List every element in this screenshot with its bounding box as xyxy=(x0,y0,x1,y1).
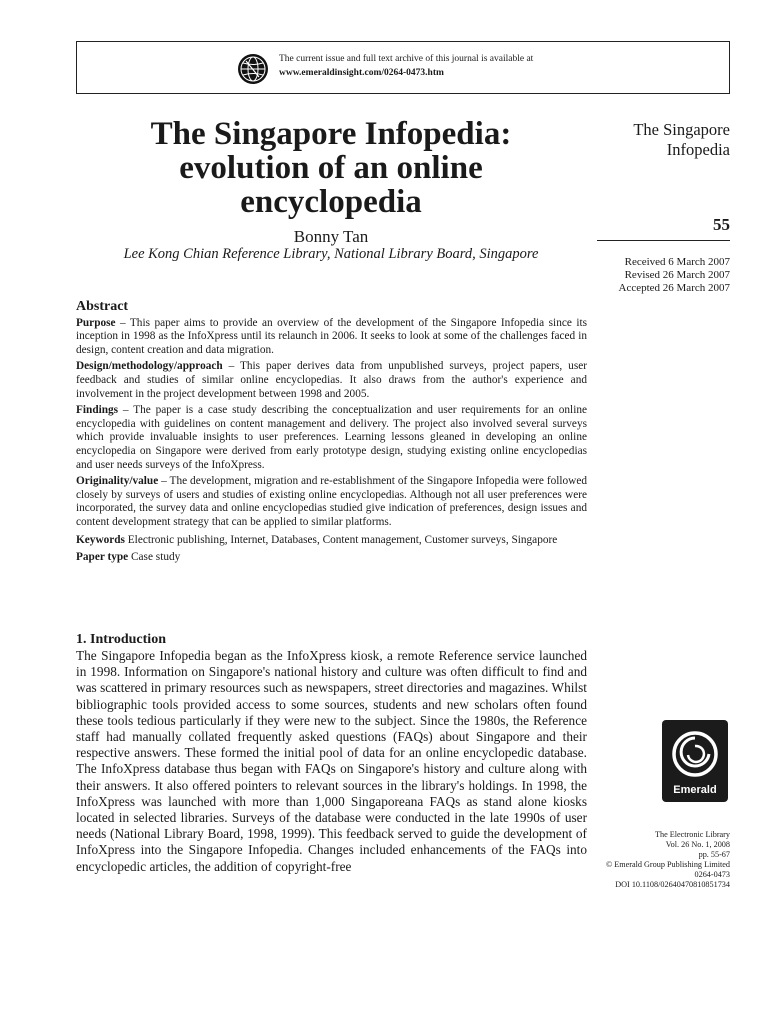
article-title xyxy=(76,117,586,219)
emerald-swirl-icon xyxy=(671,728,719,780)
journal-availability-banner xyxy=(76,41,730,94)
author-name: Bonny Tan xyxy=(293,227,369,246)
abstract-paper-type xyxy=(76,551,587,565)
abstract-section xyxy=(76,300,587,568)
abstract-originality xyxy=(76,475,587,529)
introduction-body: The Singapore Infopedia began as the InfoXpress kiosk, a remote Reference service launched in 1998. Information on Singapore's national history and culture was often difficult to find and was scattered in primary resources such as newspapers, street directories and magazines. Whilst bibliographic tools provided access to some sources, students and new scholars often found these tools tedious particularly if they were new to the subject. Since the 1980s, the Reference staff had manually collated frequently asked questions (FAQs) about Singapore and their respective answers. These formed the initial pool of data for an online encyclopedic database. The InfoXpress database thus began with FAQs on Singapore's history and culture along with their answers. It also offered pointers to relevant sources in the library's holdings. In 1998, the InfoXpress was launched with more than 1,000 Singaporeana FAQs as stand alone kiosks located in selected libraries. Surveys of the database were conducted in the late 1990s of user needs (National Library Board, 1998, 1999). This feedback served to guide the development of InfoXpress into the Singapore Infopedia. Changes included enhancements of the FAQs into encyclopedic articles, the addition of copyright-free xyxy=(76,648,587,874)
originality-text: – The development, migration and re-establishment of the Singapore Infopedia were followed closely by surveys of users and studies of existing online encyclopedias. Although not all user preferences were incorporated, the survey data and online encyclopedias studied give indication of preferences, design issues and content development strategy that can be applied to similar platforms. xyxy=(76,475,587,528)
abstract-design xyxy=(76,360,587,401)
introduction-heading: 1. Introduction xyxy=(76,632,166,647)
paper-type-label: Paper type xyxy=(76,551,129,564)
running-head xyxy=(633,120,730,160)
findings-label: Findings xyxy=(76,404,119,417)
design-text: – This paper derives data from unpublished surveys, project papers, user feedback and studies of similar online encyclopedias. It also draws from the author's experience and involvement in the project development between 1998 and 2005. xyxy=(76,360,587,400)
emerald-logo xyxy=(662,720,728,802)
keywords-text: Electronic publishing, Internet, Databases, Content management, Customer surveys, Singapore xyxy=(124,533,558,546)
journal-volume: Vol. 26 No. 1, 2008 xyxy=(665,840,730,849)
paper-type-text: Case study xyxy=(128,551,181,564)
running-head-line-2: Infopedia xyxy=(666,140,730,159)
purpose-text: – This paper aims to provide an overview of the development of the Singapore Infopedia since its inception in 1998 as the InfoXpress until its relaunch in 2006. It seeks to look at some of the challenges faced in design, content creation and data migration. xyxy=(76,316,587,356)
originality-label: Originality/value xyxy=(76,475,159,488)
submission-dates xyxy=(619,256,731,295)
logo-wordmark: Emerald xyxy=(673,784,717,796)
journal-pages: pp. 55-67 xyxy=(698,850,730,859)
purpose-label: Purpose xyxy=(76,316,116,329)
abstract-heading: Abstract xyxy=(76,299,129,314)
findings-text: – The paper is a case study describing the conceptualization and user requirements for an online encyclopedia with guidelines on content management and delivery. The project also involved several surveys which provide invaluable insights to user preferences. Learning lessons gleaned in developing an online encyclopedia on Singapore were derived from early prototype design, studying existing online encyclopedias and user needs surveys of the InfoXpress. xyxy=(76,404,587,471)
abstract-findings xyxy=(76,404,587,472)
globe-icon xyxy=(237,53,269,85)
received-date: Received 6 March 2007 xyxy=(624,256,730,268)
title-line-2: evolution of an online xyxy=(179,150,483,186)
revised-date: Revised 26 March 2007 xyxy=(624,269,730,281)
journal-info xyxy=(606,830,730,890)
title-line-1: The Singapore Infopedia: xyxy=(150,116,512,152)
banner-text: The current issue and full text archive of this journal is available at xyxy=(279,54,534,64)
margin-rule xyxy=(597,240,730,241)
abstract-purpose xyxy=(76,317,587,358)
journal-copyright: © Emerald Group Publishing Limited xyxy=(605,860,730,869)
abstract-keywords xyxy=(76,534,587,548)
journal-doi: DOI 10.1108/02640470810851734 xyxy=(615,880,730,889)
author-affiliation: Lee Kong Chian Reference Library, National Library Board, Singapore xyxy=(123,246,539,262)
journal-issn: 0264-0473 xyxy=(694,870,730,879)
title-line-3: encyclopedia xyxy=(240,184,422,220)
design-label: Design/methodology/approach xyxy=(76,360,223,373)
accepted-date: Accepted 26 March 2007 xyxy=(618,282,730,294)
running-head-line-1: The Singapore xyxy=(633,120,730,139)
journal-name: The Electronic Library xyxy=(654,830,730,839)
page-number: 55 xyxy=(713,215,730,234)
keywords-label: Keywords xyxy=(76,533,125,546)
banner-url[interactable]: www.emeraldinsight.com/0264-0473.htm xyxy=(279,68,444,78)
